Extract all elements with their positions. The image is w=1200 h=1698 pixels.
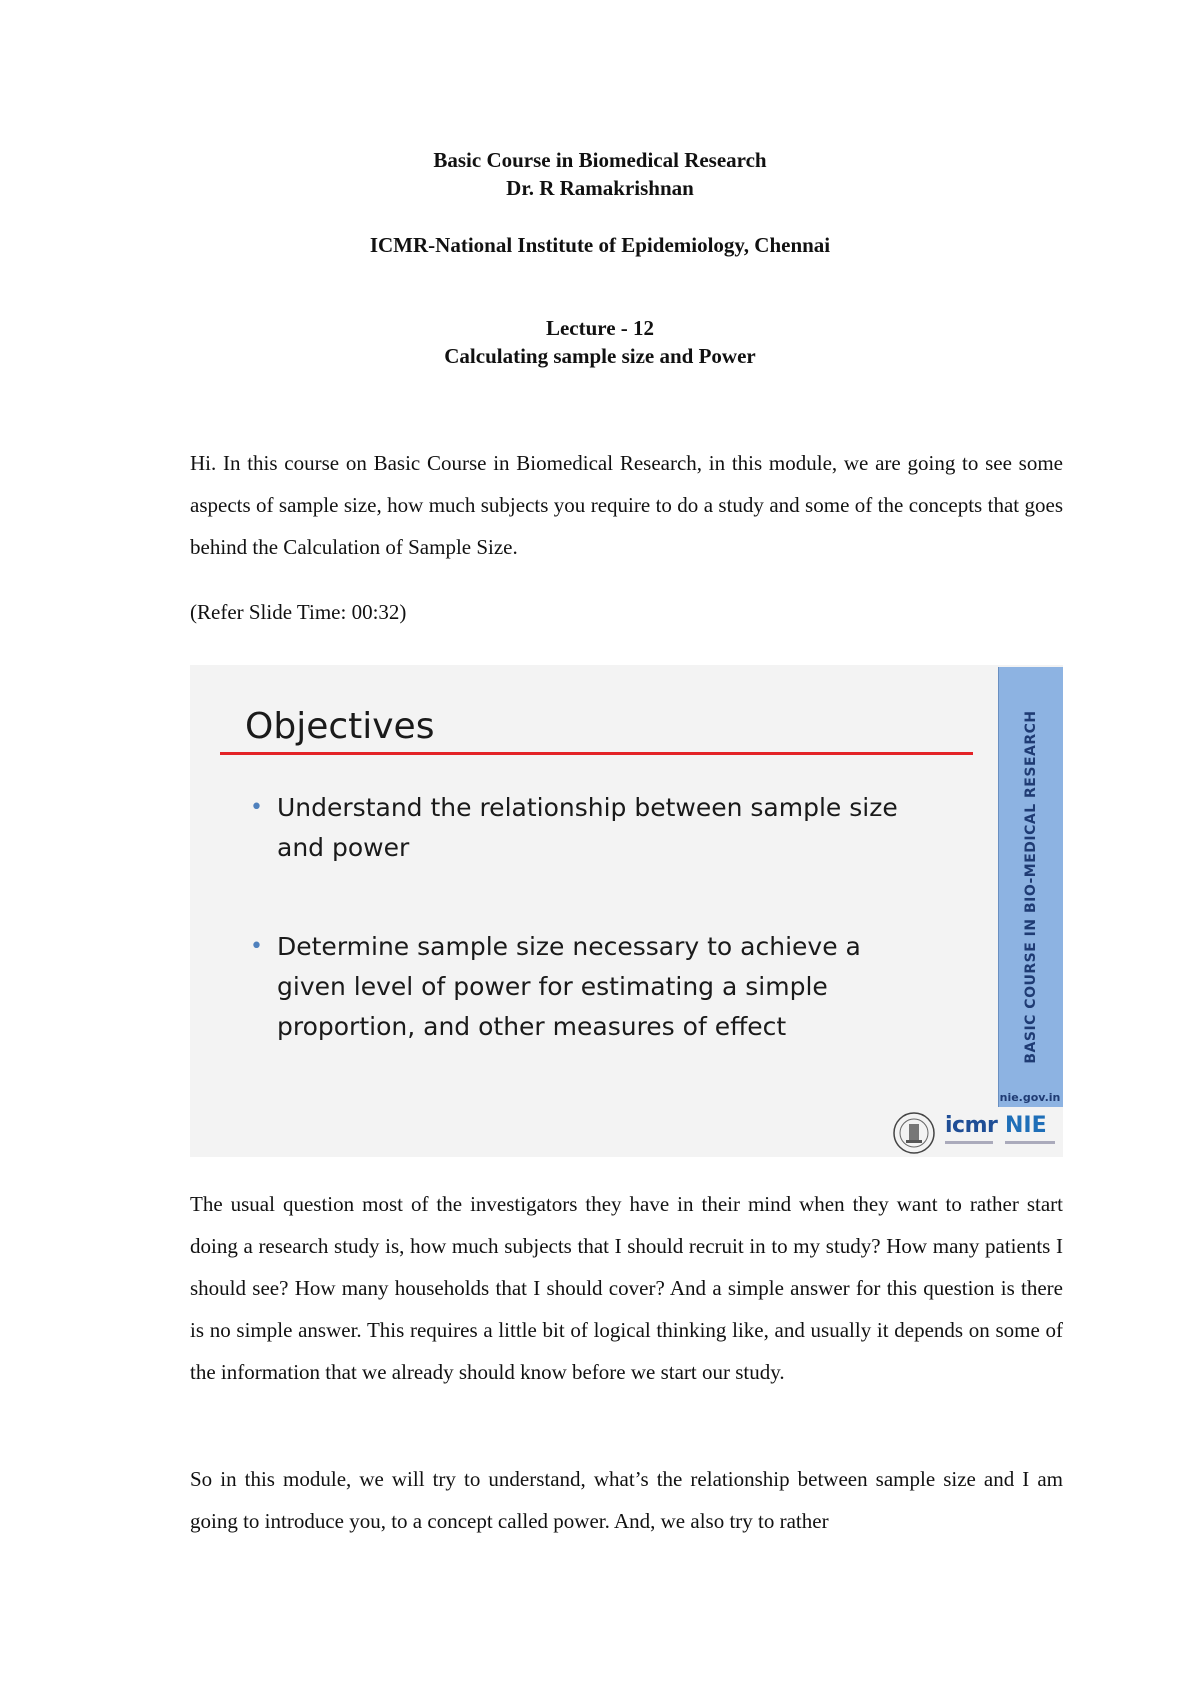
bullet-icon: • bbox=[250, 934, 263, 959]
slide-bullet bbox=[250, 788, 930, 868]
slide-bullet bbox=[250, 927, 930, 1047]
slide-bullet-text: Understand the relationship between sample size and power bbox=[277, 793, 898, 862]
lecture-topic: Calculating sample size and Power bbox=[444, 344, 756, 368]
government-seal-icon bbox=[890, 1111, 938, 1155]
slide-side-band bbox=[998, 667, 1063, 1107]
bullet-icon: • bbox=[250, 795, 263, 820]
icmr-logo: icmr bbox=[945, 1113, 998, 1138]
lecture-slide bbox=[190, 665, 1063, 1157]
nie-logo-subtext bbox=[1005, 1141, 1055, 1144]
side-band-label: BASIC COURSE IN BIO-MEDICAL RESEARCH bbox=[1023, 710, 1039, 1064]
author-name: Dr. R Ramakrishnan bbox=[506, 176, 694, 200]
body-paragraph-1: The usual question most of the investigators they have in their mind when they want to rather start doing a research study is, how much subjects that I should recruit in to my study? How many patients I should see? How many households that I should cover? And a simple answer for this question is there is no simple answer. This requires a little bit of logical thinking like, and usually it depends on some of the information that we already should know before we start our study. bbox=[190, 1192, 1063, 1384]
body-paragraph-2: So in this module, we will try to understand, what’s the relationship between sample size and I am going to introduce you, to a concept called power. And, we also try to rather bbox=[190, 1467, 1063, 1533]
icmr-logo-subtext bbox=[945, 1141, 993, 1144]
institute-name: ICMR-National Institute of Epidemiology, Chennai bbox=[369, 233, 831, 257]
slide-logos bbox=[890, 1111, 1060, 1155]
intro-paragraph: Hi. In this course on Basic Course in Biomedical Research, in this module, we are going to see some aspects of sample size, how much subjects you require to do a study and some of the concepts that goes behind the Calculation of Sample Size. bbox=[190, 451, 1063, 559]
lecture-number: Lecture - 12 bbox=[545, 316, 655, 340]
slide-title-rule bbox=[220, 752, 973, 755]
site-url: nie.gov.in bbox=[999, 1091, 1061, 1104]
nie-logo: NIE bbox=[1005, 1113, 1047, 1138]
slide-time-reference: (Refer Slide Time: 00:32) bbox=[190, 600, 407, 624]
course-title: Basic Course in Biomedical Research bbox=[433, 148, 767, 172]
slide-bullet-text: Determine sample size necessary to achieve a given level of power for estimating a simple proportion, and other measures of effect bbox=[277, 932, 861, 1041]
slide-title: Objectives bbox=[245, 706, 435, 747]
